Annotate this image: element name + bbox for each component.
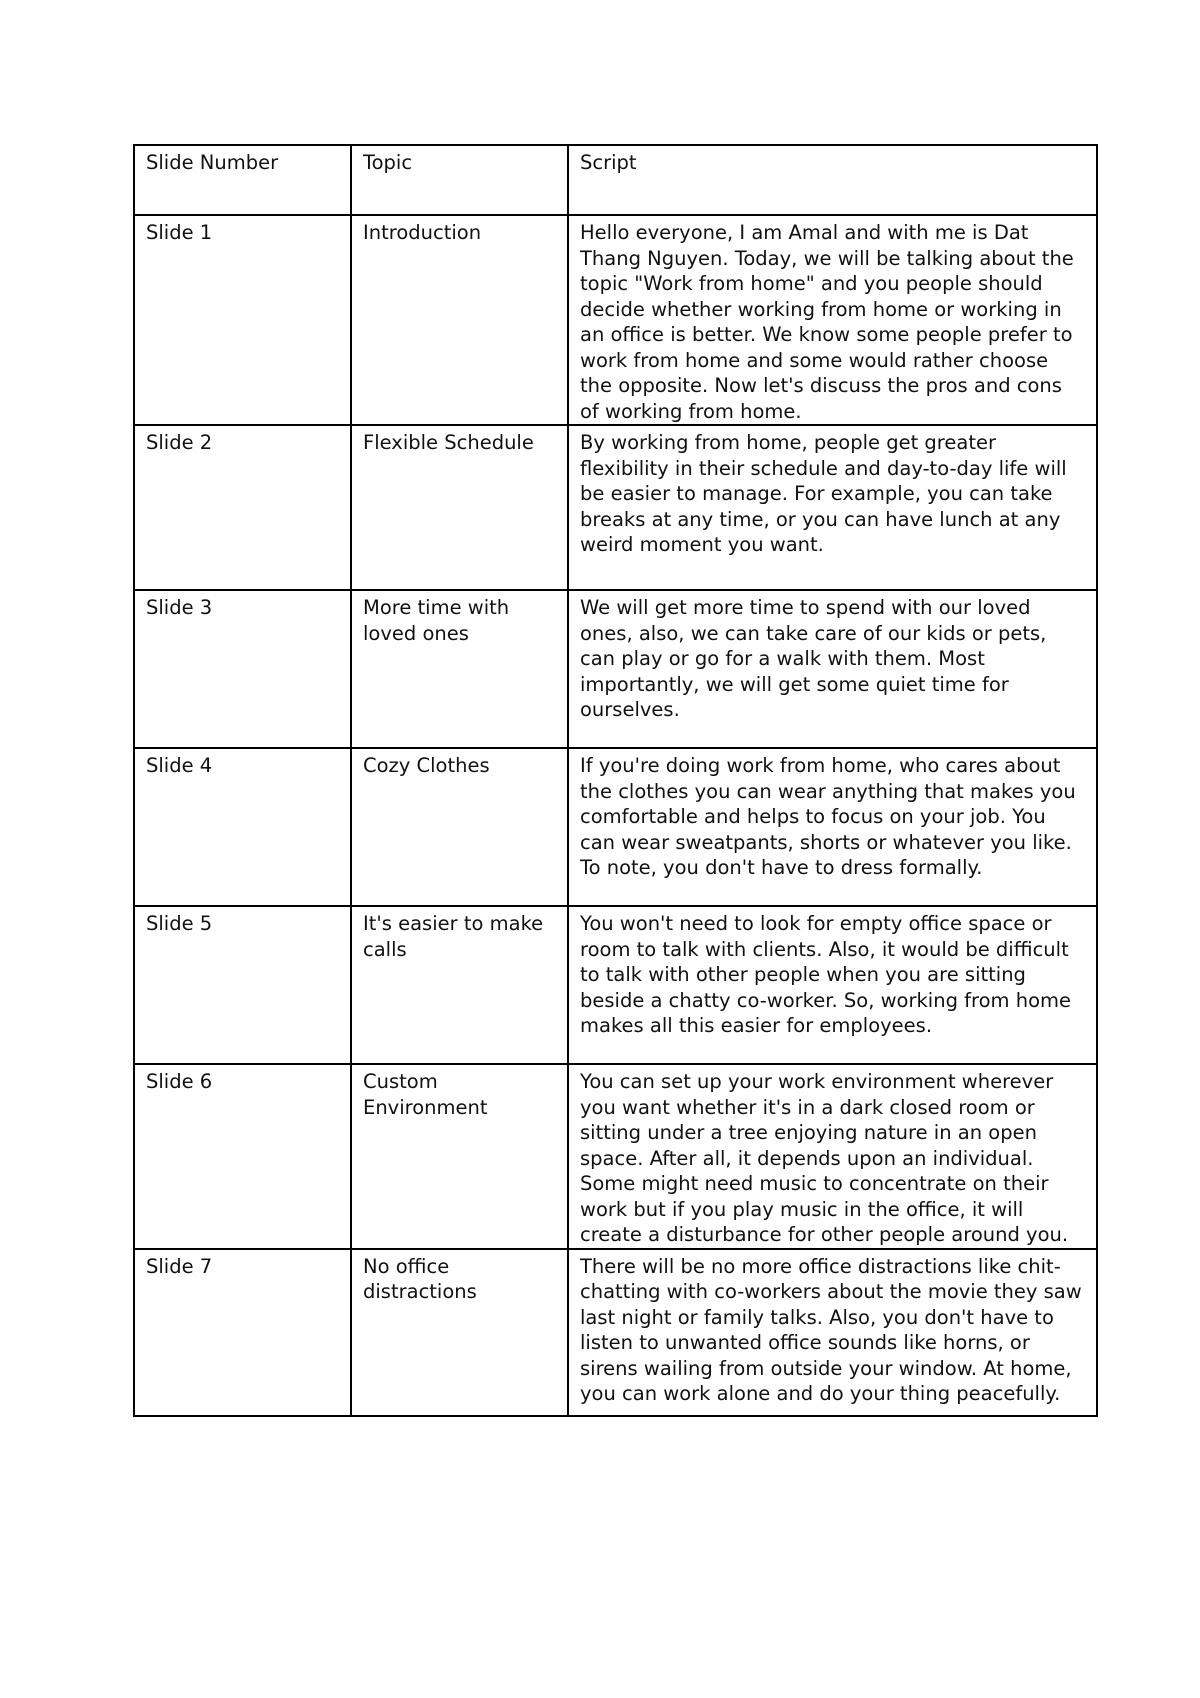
slide-number-cell: Slide 7 (134, 1249, 351, 1416)
slide-number-cell: Slide 4 (134, 748, 351, 906)
slide-number-cell: Slide 3 (134, 590, 351, 748)
topic-cell: Introduction (351, 215, 568, 425)
topic-cell: No office distractions (351, 1249, 568, 1416)
script-cell: You can set up your work environment wherever you want whether it's in a dark closed room or sitting under a tree enjoying nature in an open space. After all, it depends upon an individual. Some might need music to concentrate on their work but if you play music in the office, it will create a disturbance for other people around you. (568, 1064, 1097, 1249)
table-row (134, 748, 1097, 906)
table-row (134, 215, 1097, 425)
script-cell: You won't need to look for empty office space or room to talk with clients. Also, it would be difficult to talk with other people when you are sitting beside a chatty co-worker. So, working from home makes all this easier for employees. (568, 906, 1097, 1064)
slides-table (133, 144, 1098, 1417)
topic-cell: Cozy Clothes (351, 748, 568, 906)
header-slide-number: Slide Number (134, 145, 351, 215)
script-cell: There will be no more office distractions like chit-chatting with co-workers about the movie they saw last night or family talks. Also, you don't have to listen to unwanted office sounds like horns, or sirens wailing from outside your window. At home, you can work alone and do your thing peacefully. (568, 1249, 1097, 1416)
table-header-row (134, 145, 1097, 215)
script-cell: We will get more time to spend with our loved ones, also, we can take care of our kids or pets, can play or go for a walk with them. Most importantly, we will get some quiet time for ourselves. (568, 590, 1097, 748)
slide-number-cell: Slide 2 (134, 425, 351, 590)
table-row (134, 1249, 1097, 1416)
slide-number-cell: Slide 6 (134, 1064, 351, 1249)
slide-number-cell: Slide 5 (134, 906, 351, 1064)
table-row (134, 1064, 1097, 1249)
topic-cell: Custom Environment (351, 1064, 568, 1249)
slide-number-cell: Slide 1 (134, 215, 351, 425)
script-cell: Hello everyone, I am Amal and with me is Dat Thang Nguyen. Today, we will be talking about the topic "Work from home" and you people should decide whether working from home or working in an office is better. We know some people prefer to work from home and some would rather choose the opposite. Now let's discuss the pros and cons of working from home. (568, 215, 1097, 425)
header-script: Script (568, 145, 1097, 215)
table-row (134, 590, 1097, 748)
topic-cell: It's easier to make calls (351, 906, 568, 1064)
header-topic: Topic (351, 145, 568, 215)
table-row (134, 906, 1097, 1064)
topic-cell: More time with loved ones (351, 590, 568, 748)
topic-cell: Flexible Schedule (351, 425, 568, 590)
script-cell: If you're doing work from home, who cares about the clothes you can wear anything that makes you comfortable and helps to focus on your job. You can wear sweatpants, shorts or whatever you like. To note, you don't have to dress formally. (568, 748, 1097, 906)
table-row (134, 425, 1097, 590)
script-cell: By working from home, people get greater flexibility in their schedule and day-to-day life will be easier to manage. For example, you can take breaks at any time, or you can have lunch at any weird moment you want. (568, 425, 1097, 590)
